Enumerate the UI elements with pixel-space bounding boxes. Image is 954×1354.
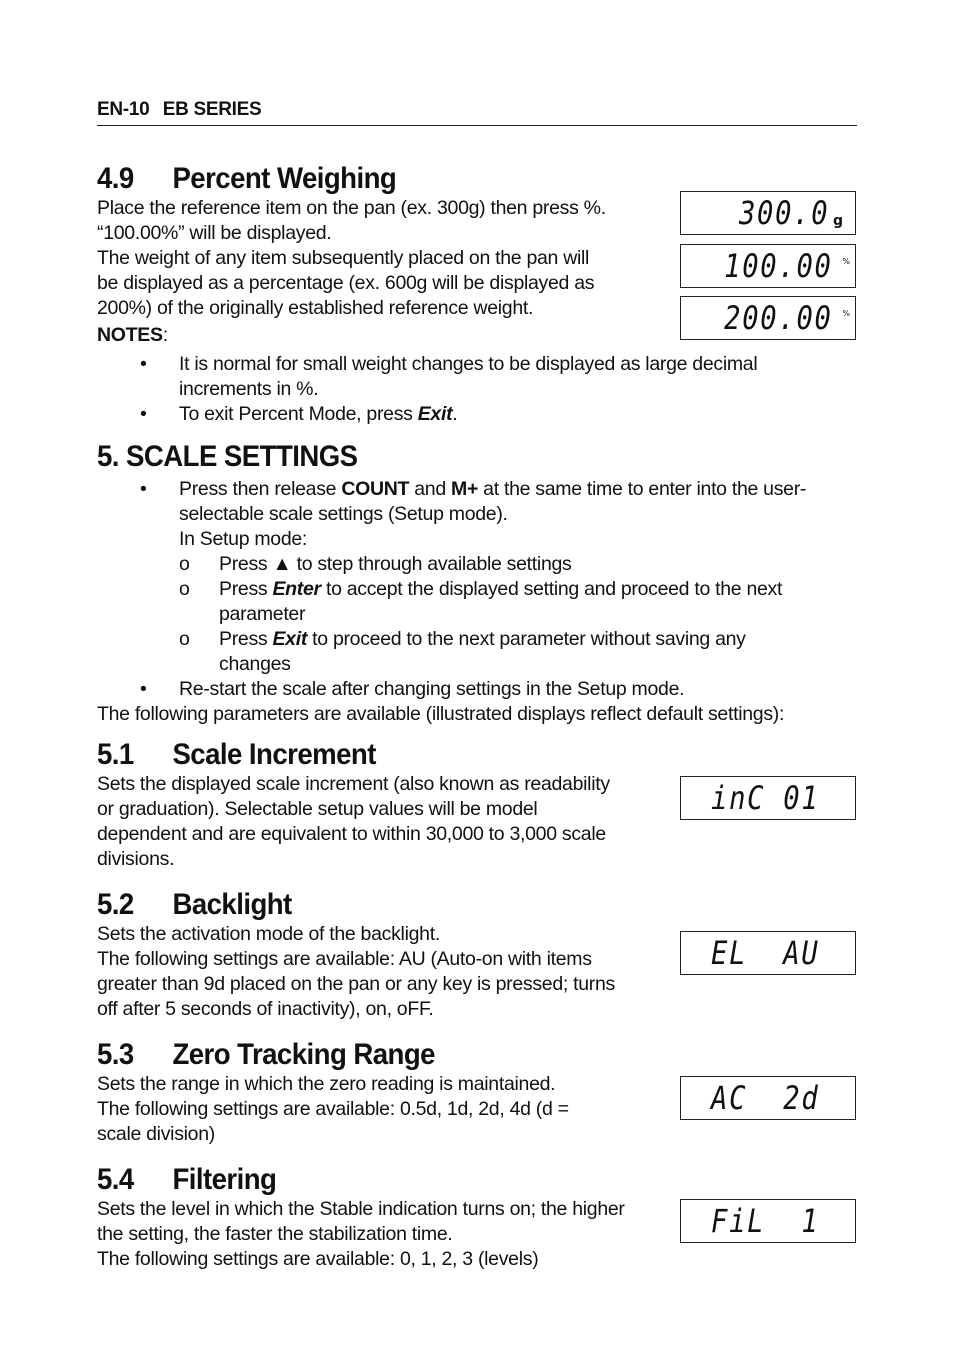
paragraph-line: the setting, the faster the stabilization time. — [97, 1223, 453, 1245]
series-name: EB SERIES — [162, 99, 262, 120]
paragraph-line: Sets the activation mode of the backlight. — [97, 923, 440, 945]
lcd-display-filtering: FiL 1 — [680, 1199, 856, 1243]
settings-line: selectable scale settings (Setup mode). — [179, 503, 508, 525]
paragraph-line: The weight of any item subsequently placed on the pan will — [97, 247, 590, 269]
settings-line: Re-start the scale after changing settings in the Setup mode. — [179, 678, 685, 700]
heading-filtering: 5.4 Filtering — [97, 1163, 277, 1196]
notes-label: NOTES: — [97, 324, 168, 346]
paragraph-line: be displayed as a percentage (ex. 600g will be displayed as — [97, 272, 595, 294]
paragraph-line: Sets the range in which the zero reading is maintained. — [97, 1073, 556, 1095]
setup-step: Press Enter to accept the displayed setting and proceed to the next — [219, 578, 783, 600]
page-header — [97, 97, 857, 126]
note-line: To exit Percent Mode, press Exit. — [179, 403, 458, 425]
lcd-display-100-percent: 100.00 % — [680, 244, 856, 288]
paragraph-line: 200%) of the originally established reference weight. — [97, 297, 534, 319]
sub-marker: o — [179, 578, 190, 600]
lcd-display-200-percent: 200.00 % — [680, 296, 856, 340]
paragraph-line: Sets the displayed scale increment (also known as readability — [97, 773, 610, 795]
heading-zero-tracking: 5.3 Zero Tracking Range — [97, 1038, 435, 1071]
lcd-display-backlight: EL AU — [680, 931, 856, 975]
paragraph-line: The following settings are available: 0.5d, 1d, 2d, 4d (d = — [97, 1098, 569, 1120]
page-number: EN-10 — [97, 99, 150, 120]
paragraph-line: The following settings are available: 0, 1, 2, 3 (levels) — [97, 1248, 539, 1270]
paragraph-line: scale division) — [97, 1123, 215, 1145]
note-line: increments in %. — [179, 378, 319, 400]
heading-scale-increment: 5.1 Scale Increment — [97, 738, 376, 771]
paragraph-line: divisions. — [97, 848, 175, 870]
bullet-dot: • — [140, 403, 147, 425]
lcd-display-increment: inC 01 — [680, 776, 856, 820]
heading-scale-settings: 5. SCALE SETTINGS — [97, 440, 358, 473]
paragraph-line: The following settings are available: AU (Auto-on with items — [97, 948, 592, 970]
lcd-display-zero-tracking: AC 2d — [680, 1076, 856, 1120]
bullet-dot: • — [140, 678, 147, 700]
heading-percent-weighing: 4.9 Percent Weighing — [97, 162, 397, 195]
bullet-dot: • — [140, 353, 147, 375]
lcd-display-reference: 300.0 g — [680, 191, 856, 235]
parameters-intro: The following parameters are available (illustrated displays reflect default settings): — [97, 703, 785, 725]
sub-marker: o — [179, 553, 190, 575]
setup-step: parameter — [219, 603, 306, 625]
heading-backlight: 5.2 Backlight — [97, 888, 292, 921]
bullet-dot: • — [140, 478, 147, 500]
sub-marker: o — [179, 628, 190, 650]
paragraph-line: “100.00%” will be displayed. — [97, 222, 332, 244]
note-line: It is normal for small weight changes to be displayed as large decimal — [179, 353, 758, 375]
paragraph-line: or graduation). Selectable setup values will be model — [97, 798, 538, 820]
settings-line: Press then release COUNT and M+ at the same time to enter into the user- — [179, 478, 807, 500]
setup-step: Press ▲ to step through available settings — [219, 553, 572, 575]
paragraph-line: off after 5 seconds of inactivity), on, oFF. — [97, 998, 434, 1020]
setup-step: Press Exit to proceed to the next parameter without saving any — [219, 628, 746, 650]
paragraph-line: Sets the level in which the Stable indication turns on; the higher — [97, 1198, 625, 1220]
setup-step: changes — [219, 653, 291, 675]
paragraph-line: Place the reference item on the pan (ex. 300g) then press %. — [97, 197, 606, 219]
settings-line: In Setup mode: — [179, 528, 308, 550]
paragraph-line: greater than 9d placed on the pan or any key is pressed; turns — [97, 973, 615, 995]
paragraph-line: dependent and are equivalent to within 30,000 to 3,000 scale — [97, 823, 606, 845]
